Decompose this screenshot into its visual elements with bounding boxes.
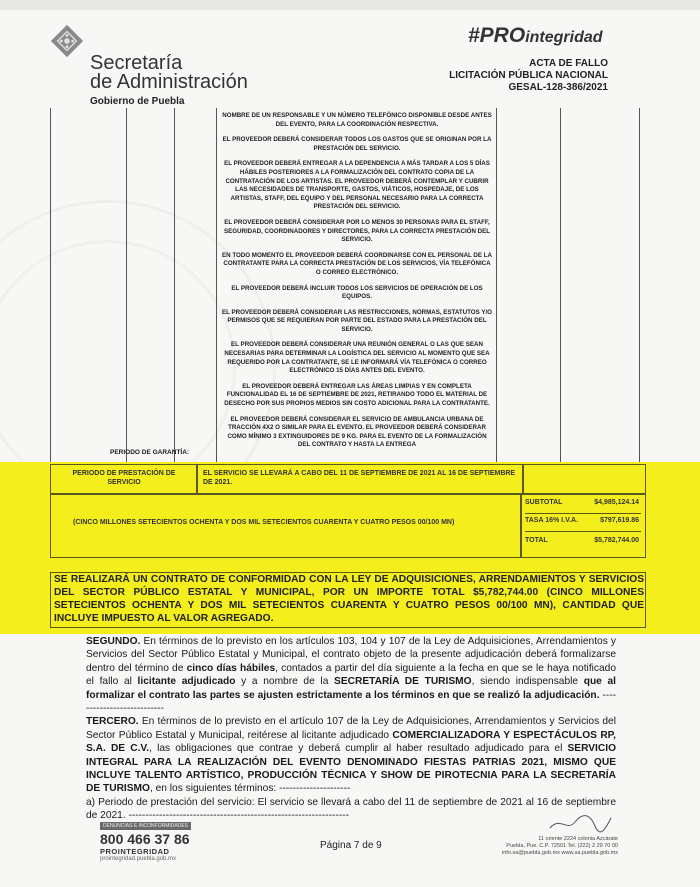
footer-address-line: 11 oriente 2224 colonia Azcárate	[538, 836, 618, 842]
footer-contact	[100, 814, 191, 862]
resolution-body	[86, 635, 616, 823]
footer-prointegridad: PROINTEGRIDAD	[100, 847, 170, 856]
brand-hash: #PRO	[468, 24, 526, 47]
iva-value: $797,619.86	[600, 517, 639, 524]
signature-icon	[545, 812, 615, 834]
table-col-line	[216, 108, 217, 464]
org-name-line2: de Administración	[90, 71, 248, 93]
table-border-right	[639, 108, 640, 464]
segundo-text: En términos de lo previsto en los artículos 103, 104 y 107 de la Ley de Adquisiciones, Arrendamientos y Servicios del Sector Público Estatal y Municipal, el contrato objeto de la presente adjudicación deberá formalizarse dentro del término de	[86, 636, 616, 674]
segundo-bold: cinco días hábiles	[186, 662, 276, 674]
page-number: Página 7 de 9	[320, 840, 382, 851]
paragraph-tercero	[86, 715, 616, 795]
period-label: PERIODO DE PRESTACIÓN DE SERVICIO	[72, 470, 176, 486]
subtotal-value: $4,985,124.14	[594, 499, 639, 506]
footer-address	[478, 836, 618, 857]
period-empty-cell	[522, 464, 646, 494]
total-value: $5,782,744.00	[594, 537, 639, 544]
doc-title: ACTA DE FALLO	[529, 58, 608, 69]
requirement-item: EL PROVEEDOR DEBERÁ CONSIDERAR UNA REUNIÓN GENERAL O LAS QUE SEAN NECESARIAS PARA DETERMINAR LA LOGÍSTICA DEL SERVICIO AL MOMENTO QUE SEA REQUERIDO POR LA CONTRATANTE, SE LE INFORMARÁ VÍA TELEFÓNICA O CORREO ELECTRÓNICO 15 DÍAS ANTES DEL EVENTO.	[224, 341, 490, 375]
footer-address-line: info.sa@puebla.gob.mx www.sa.puebla.gob.mx	[502, 850, 618, 856]
footer-address-line: Puebla, Pue. C.P. 72501 Tel. (222) 2 29 70 00	[506, 843, 618, 849]
footer-url: prointegridad.puebla.gob.mx	[100, 856, 177, 862]
footer-complaints-label: DENUNCIAS E INCONFORMIDADES	[100, 822, 191, 830]
tercero-text: En términos de lo previsto en el artículo 107 de la Ley de Adquisiciones, Arrendamientos y Servicios del Sector Público Estatal y Municipal, reitérese al licitante adjudicado	[86, 716, 616, 741]
organization-name	[90, 54, 248, 92]
requirement-item: EL PROVEEDOR DEBERÁ CONSIDERAR TODOS LOS GASTOS QUE SE ORIGINAN POR LA PRESTACIÓN DEL SERVICIO.	[222, 136, 492, 152]
scan-edge	[0, 0, 700, 10]
period-value-cell	[196, 464, 524, 494]
tercero-heading: TERCERO.	[86, 716, 139, 728]
tercero-text: , las obligaciones que contrae y deberá cumplir al haber resultado adjudicado para el	[149, 743, 568, 755]
requirement-item: EL PROVEEDOR DEBERÁ INCLUIR TODOS LOS SERVICIOS DE OPERACIÓN DE LOS EQUIPOS.	[231, 284, 483, 301]
tercero-bold: SERVICIO INTEGRAL PARA LA REALIZACIÓN DEL EVENTO DENOMINADO FIESTAS PATRIAS 2021, MISMO QUE INCLUYE TALENTO ARTÍSTICO, PRODUCCIÓN TÉCNICA Y SHOW DE PIROTECNIA PARA LA SECRETARÍA DE TURISMO	[86, 743, 616, 795]
requirements-list	[222, 112, 492, 449]
amount-in-words: (CINCO MILLONES SETECIENTOS OCHENTA Y DOS MIL SETECIENTOS CUARENTA Y CUATRO PESOS 00/100 MN)	[73, 519, 455, 526]
tercero-text: , en los siguientes términos: ---------------------	[149, 783, 351, 795]
amount-words-cell	[50, 494, 522, 558]
brand-word: integridad	[525, 29, 603, 46]
total-row	[525, 537, 641, 551]
requirement-item: EL PROVEEDOR DEBERÁ ENTREGAR A LA DEPENDENCIA A MÁS TARDAR A LOS 5 DÍAS HÁBILES POSTERIORES A LA FORMALIZACIÓN DEL CONTRATO COPIA DE LA CONTRATACIÓN DE LOS ARTISTAS. EL PROVEEDOR DEBERÁ CONTEMPLAR Y CUBRIR LAS NECESIDADES DE TRANSPORTE, GASTOS, VIÁTICOS, HOSPEDAJE, DE LOS ARTISTAS, STAFF, DEL EQUIPO Y DEL PERSONAL NECESARIO PARA LA CORRECTA PRESTACIÓN DEL SERVICIO.	[224, 160, 490, 211]
requirement-item: EL PROVEEDOR DEBERÁ ENTREGAR LAS ÁREAS LIMPIAS Y EN COMPLETA FUNCIONALIDAD EL 16 DE SEPTIEMBRE DE 2021, RETIRANDO TODO EL MATERIAL DE DESECHO POR SUS PROPIOS MEDIOS SIN COSTO ADICIONAL PARA LA CONTRATANTE.	[224, 382, 490, 408]
requirement-item: EL PROVEEDOR DEBERÁ CONSIDERAR LAS RESTRICCIONES, NORMAS, ESTATUTOS Y/O PERMISOS QUE SE REQUIERAN POR PARTE DEL ESTADO PARA LA PRESTACIÓN DEL SERVICIO.	[222, 308, 492, 333]
contract-note: SE REALIZARÁ UN CONTRATO DE CONFORMIDAD CON LA LEY DE ADQUISICIONES, ARRENDAMIENTOS Y SERVICIOS DEL SECTOR PÚBLICO ESTATAL Y MUNICIPAL, POR UN IMPORTE TOTAL $5,782,744.00 (CINCO MILLONES SETECIENTOS OCHENTA Y DOS MIL SETECIENTOS CUARENTA Y CUATRO PESOS 00/100 MN), CANTIDAD QUE INCLUYE IMPUESTO AL VALOR AGREGADO.	[54, 574, 644, 624]
period-value: EL SERVICIO SE LLEVARÁ A CABO DEL 11 DE SEPTIEMBRE DE 2021 AL 16 DE SEPTIEMBRE DE 2021.	[203, 470, 516, 486]
segundo-bold: que al formalizar el contrato las partes se ajusten estrictamente a los términos en que se realizó la adjudicación.	[86, 676, 617, 701]
organization-subtitle: Gobierno de Puebla	[90, 96, 185, 107]
segundo-dash: ---------------------------	[86, 689, 616, 715]
requirement-item: EN TODO MOMENTO EL PROVEEDOR DEBERÁ COORDINARSE CON EL PERSONAL DE LA CONTRATANTE PARA LA CORRECTA PRESTACIÓN DE LOS SERVICIOS, VÍA TELEFÓNICA O CORREO ELECTRÓNICO.	[222, 251, 492, 276]
period-label-cell	[50, 464, 198, 494]
footer-phone: 800 466 37 86	[100, 831, 190, 847]
totals-cell	[520, 494, 646, 558]
subtotal-row	[525, 499, 641, 514]
requirement-item: EL PROVEEDOR DEBERÁ CONSIDERAR EL SERVICIO DE AMBULANCIA URBANA DE TRACCIÓN 4X2 O SIMILAR PARA EL EVENTO. EL PROVEEDOR DEBERÁ CONSIDERAR COMO MÍNIMO 3 EXTINGUIDORES DE 9 KG. PARA EL EVENTO DE LA FORMALIZACIÓN DEL CONTRATO Y HASTA LA ENTREGA	[227, 415, 487, 449]
segundo-text: y a nombre de la	[235, 676, 335, 688]
government-seal-icon	[48, 22, 86, 60]
doc-type: LICITACIÓN PÚBLICA NACIONAL	[449, 70, 608, 81]
table-col-line	[496, 108, 497, 464]
prointegridad-brand	[468, 24, 603, 48]
table-col-line	[174, 108, 175, 464]
document-meta	[449, 58, 608, 94]
segundo-bold: licitante adjudicado	[137, 676, 236, 688]
total-label: TOTAL	[525, 537, 548, 544]
subtotal-label: SUBTOTAL	[525, 499, 563, 506]
segundo-heading: SEGUNDO.	[86, 636, 141, 647]
requirement-item: EL PROVEEDOR DEBERÁ CONSIDERAR POR LO MENOS 30 PERSONAS PARA EL STAFF, SEGURIDAD, COORDINADORES Y DIRECTORES, PARA LA CORRECTA PRESTACIÓN DEL SERVICIO.	[223, 218, 491, 244]
paragraph-segundo	[86, 635, 616, 715]
table-col-line	[560, 108, 561, 464]
table-col-line	[126, 108, 127, 464]
org-name-line1: Secretaría	[90, 52, 183, 74]
iva-row	[525, 517, 641, 532]
warranty-label: PERIODO DE GARANTÍA:	[110, 449, 190, 456]
requirement-item: NOMBRE DE UN RESPONSABLE Y UN NÚMERO TELEFÓNICO DISPONIBLE DESDE ANTES DEL EVENTO, PARA LA COORDINACIÓN RESPECTIVA.	[222, 112, 492, 128]
segundo-text: , siendo indispensable	[471, 676, 584, 688]
tercero-bold: COMERCIALIZADORA Y ESPECTÁCULOS RP, S.A. DE C.V.	[86, 729, 616, 755]
segundo-bold: SECRETARÍA DE TURISMO	[334, 676, 472, 688]
doc-number: GESAL-128-386/2021	[508, 82, 608, 93]
iva-label: TASA 16% I.V.A.	[525, 517, 579, 524]
paragraph-item-a: a) Periodo de prestación del servicio: El servicio se llevará a cabo del 11 de septiembre de 2021 al 16 de septiembre de 2021. -----------------------------------------------------------------	[86, 796, 616, 822]
table-border-left	[50, 108, 51, 464]
segundo-text: , contados a partir del día siguiente a la fecha en que se le haya notificado el fallo al	[86, 662, 616, 688]
